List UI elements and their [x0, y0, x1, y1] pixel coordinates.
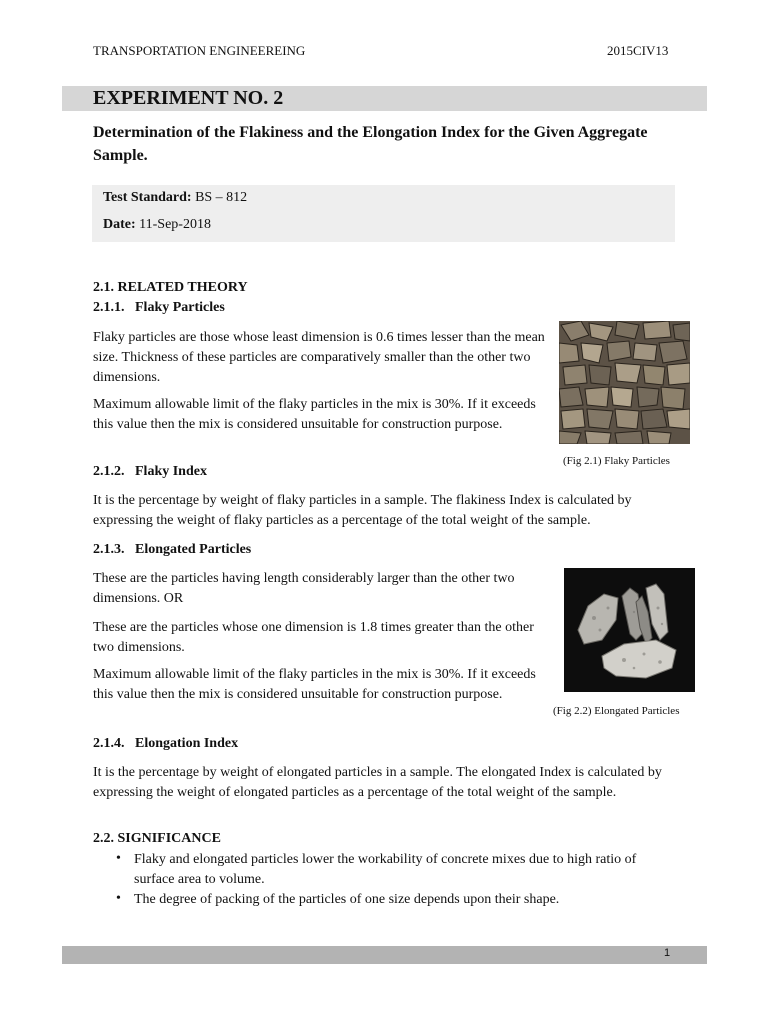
bullet-marker: • — [116, 891, 121, 906]
paragraph-elongated-ratio: These are the particles whose one dimension is 1.8 times greater than the other two dimensions. — [93, 620, 534, 655]
flaky-particles-photo — [559, 321, 690, 444]
subheading-elongated-particles: 2.1.3. Elongated Particles — [93, 542, 252, 557]
page-number: 1 — [664, 947, 671, 959]
paragraph-elongated-limit: Maximum allowable limit of the flaky particles in the mix is 30%. If it exceeds this value then the mix is considered unsuitable for construction purpose. — [93, 667, 536, 702]
test-standard-label: Test Standard: — [103, 190, 192, 205]
figure-caption-flaky: (Fig 2.1) Flaky Particles — [563, 455, 670, 467]
subheading-flaky-particles: 2.1.1. Flaky Particles — [93, 300, 225, 315]
section-heading-related-theory: 2.1. RELATED THEORY — [93, 280, 248, 295]
running-header-title: TRANSPORTATION ENGINEEREING — [93, 43, 306, 58]
paragraph-elongation-index: It is the percentage by weight of elongated particles in a sample. The elongated Index is calculated by expressing the weight of elongated particles as a percentage of the total weight of the sample. — [93, 765, 662, 800]
page-title: EXPERIMENT NO. 2 — [93, 87, 284, 109]
figure-caption-elongated: (Fig 2.2) Elongated Particles — [553, 705, 680, 717]
date-value: 11-Sep-2018 — [139, 217, 211, 232]
footer-band — [62, 946, 707, 964]
page-subtitle: Determination of the Flakiness and the Elongation Index for the Given Aggregate Sample. — [93, 124, 648, 164]
elongated-particles-photo — [564, 568, 695, 692]
section-heading-significance: 2.2. SIGNIFICANCE — [93, 831, 221, 846]
paragraph-elongated-definition: These are the particles having length considerably larger than the other two dimensions. OR — [93, 571, 515, 606]
running-header-code: 2015CIV13 — [607, 43, 669, 58]
significance-item: Flaky and elongated particles lower the workability of concrete mixes due to high ratio of surface area to volume. — [134, 852, 637, 887]
date-line — [103, 217, 211, 233]
significance-item: The degree of packing of the particles of one size depends upon their shape. — [134, 892, 560, 907]
subheading-elongation-index: 2.1.4. Elongation Index — [93, 736, 239, 751]
subheading-flaky-index: 2.1.2. Flaky Index — [93, 464, 207, 479]
date-label: Date: — [103, 217, 136, 232]
bullet-marker: • — [116, 851, 121, 866]
paragraph-flaky-limit: Maximum allowable limit of the flaky particles in the mix is 30%. If it exceeds this value then the mix is considered unsuitable for construction purpose. — [93, 397, 536, 432]
paragraph-flaky-index: It is the percentage by weight of flaky particles in a sample. The flakiness Index is calculated by expressing the weight of flaky particles as a percentage of the total weight of the sample. — [93, 493, 632, 528]
paragraph-flaky-definition: Flaky particles are those whose least dimension is 0.6 times lesser than the mean size. Thickness of these particles are comparatively smaller than the other two dimensions. — [93, 330, 545, 385]
test-standard-value: BS – 812 — [195, 190, 248, 205]
test-standard-line — [103, 190, 247, 206]
